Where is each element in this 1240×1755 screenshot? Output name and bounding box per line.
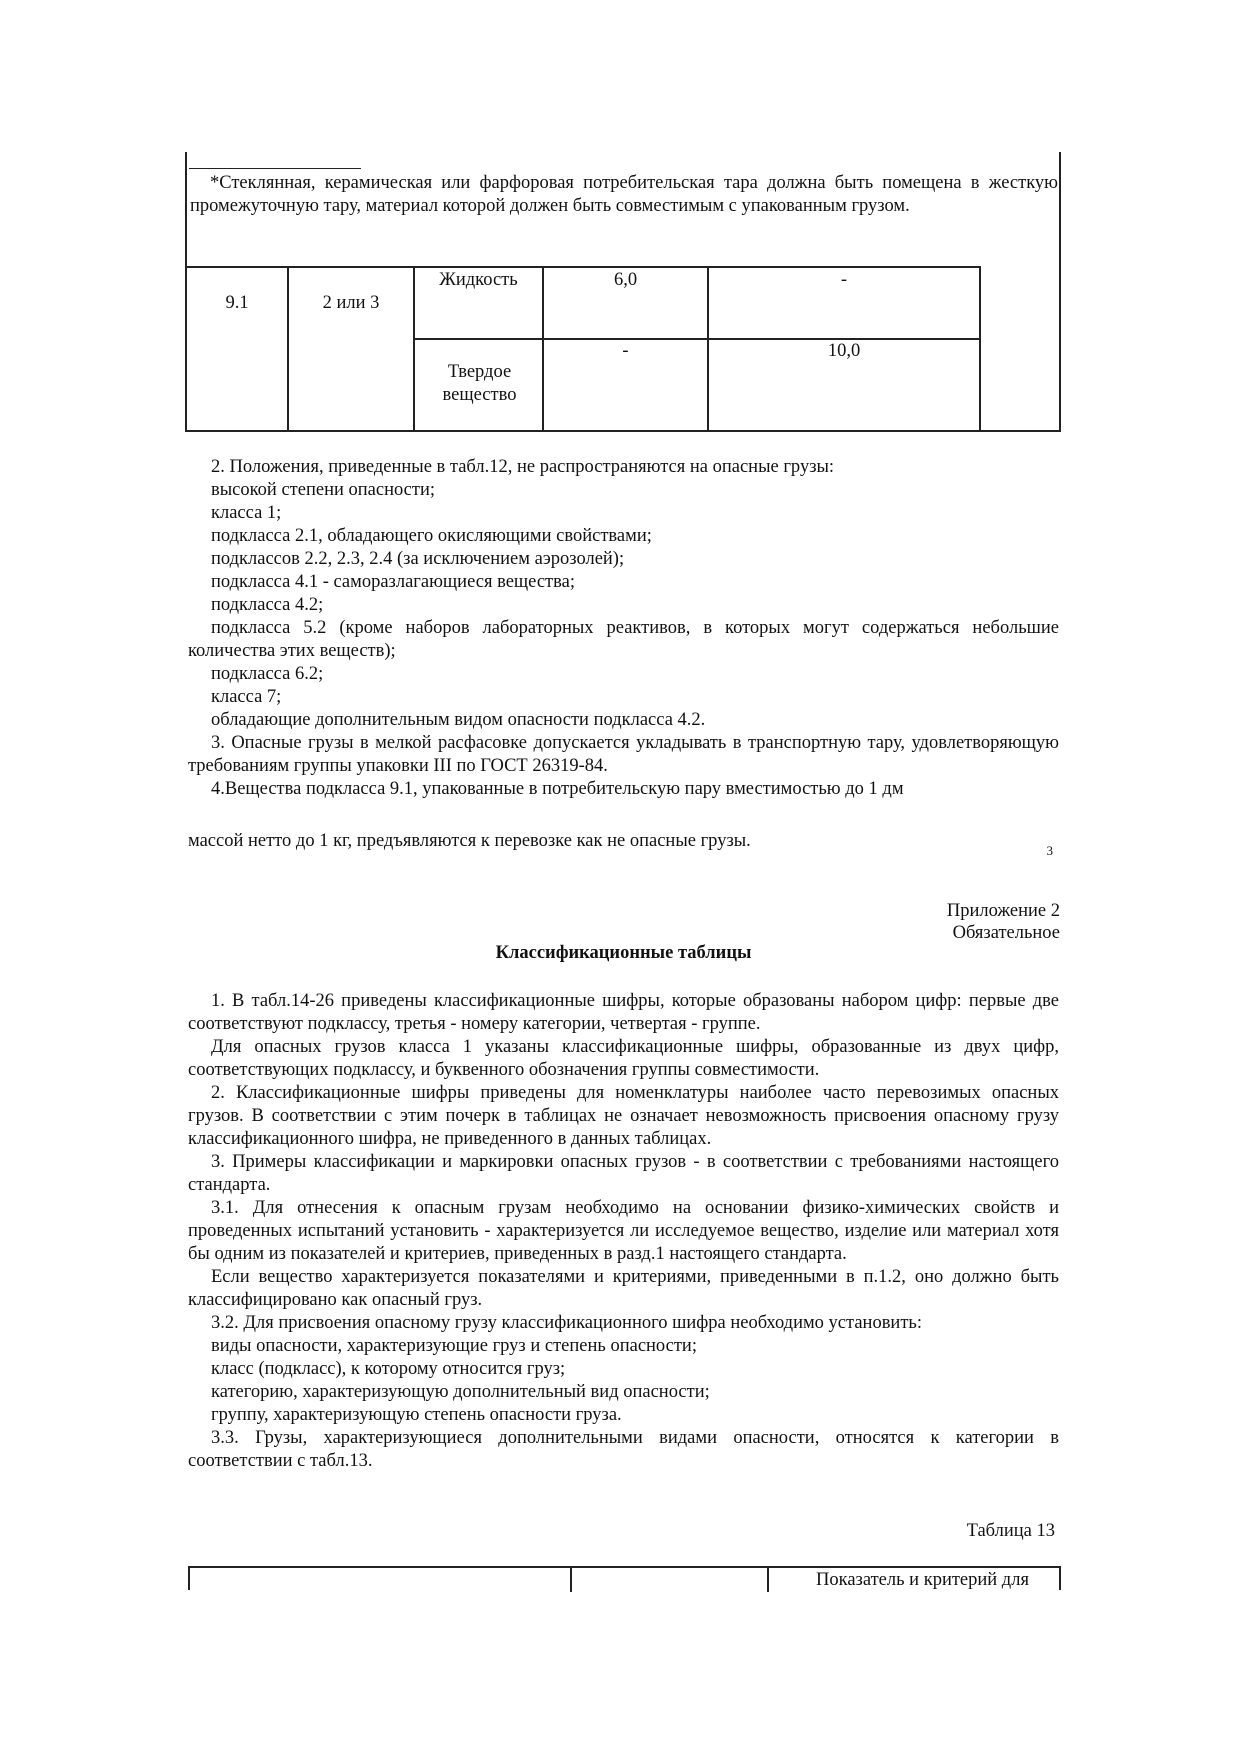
paragraph: категорию, характеризующую дополнительный вид опасности; [211, 1382, 710, 1402]
footnote: *Стеклянная, керамическая или фарфоровая потребительская тара должна быть помещена в жесткую промежуточную тару, материал которой должен быть совместимым с упакованным грузом. [190, 173, 1058, 216]
section-heading: Классификационные таблицы [495, 943, 752, 963]
top-table [185, 152, 1061, 432]
paragraph: 3. Опасные грузы в мелкой расфасовке допускается укладывать в транспортную тару, удовлетворяющую требованиям группы упаковки III по ГОСТ 26319-84. [188, 733, 1059, 776]
class-cell: 9.1 [225, 293, 249, 313]
paragraph: 2. Классификационные шифры приведены для номенклатуры наиболее часто перевозимых опасных грузов. В соответствии с этим почерк в таблицах не означает невозможность присвоения опасному грузу классификационного шифра, не приведенного в данных таблицах. [188, 1083, 1059, 1149]
value-cell: - [840, 270, 848, 290]
appendix-number: Приложение 2 [946, 901, 1060, 921]
paragraph: подкласса 2.1, обладающего окисляющими свойствами; [211, 526, 652, 546]
paragraph: 1. В табл.14-26 приведены классификационные шифры, которые образованы набором цифр: первые две соответствуют подклассу, третья - номеру категории, четвертая - группе. [188, 991, 1059, 1034]
paragraph: 2. Положения, приведенные в табл.12, не распространяются на опасные грузы: [211, 457, 835, 477]
superscript: 3 [1046, 843, 1053, 858]
paragraph: 3. Примеры классификации и маркировки опасных грузов - в соответствии с требованиями настоящего стандарта. [188, 1152, 1059, 1195]
appendix-label [947, 900, 1060, 944]
paragraph: класса 1; [211, 503, 282, 523]
paragraph: подкласса 6.2; [211, 664, 324, 684]
paragraph: 4.Вещества подкласса 9.1, упакованные в потребительскую пару вместимостью до 1 дм [211, 779, 904, 799]
value-cell: 6,0 [613, 270, 638, 290]
paragraph: 3.1. Для отнесения к опасным грузам необходимо на основании физико-химических свойств и проведенных испытаний установить - характеризуется ли исследуемое вещество, изделие или материал хотя бы одним из показателей и критериев, приведенных в разд.1 настоящего стандарта. [188, 1198, 1059, 1264]
paragraph: подкласса 4.1 - саморазлагающиеся вещества; [211, 572, 575, 592]
value-cell: 10,0 [827, 341, 861, 361]
state-cell: Жидкость [439, 270, 518, 290]
footnote-rule [189, 168, 361, 169]
paragraph: класс (подкласс), к которому относится груз; [211, 1359, 566, 1379]
col-divider [767, 1568, 769, 1592]
paragraph: Если вещество характеризуется показателями и критериями, приведенными в п.1.2, оно должно быть классифицировано как опасный груз. [188, 1267, 1059, 1310]
col-divider [413, 268, 415, 430]
paragraph: 3.3. Грузы, характеризующиеся дополнительными видами опасности, относятся к категории в соответствии с табл.13. [188, 1428, 1059, 1471]
paragraph: подкласса 5.2 (кроме наборов лабораторных реактивов, в которых могут содержаться небольшие количества этих веществ); [188, 618, 1059, 661]
table-13-header-cell: Показатель и критерий для [816, 1570, 1029, 1590]
paragraph: класса 7; [211, 687, 282, 707]
paragraph: виды опасности, характеризующие груз и степень опасности; [211, 1336, 697, 1356]
appendix-status: Обязательное [952, 923, 1060, 943]
paragraph: подкласса 4.2; [211, 595, 324, 615]
paragraph: подклассов 2.2, 2.3, 2.4 (за исключением аэрозолей); [211, 549, 625, 569]
inner-table [187, 266, 981, 430]
state-cell: Твердое вещество [442, 362, 517, 405]
section1 [188, 456, 1059, 801]
paragraph: 3.2. Для присвоения опасному грузу классификационного шифра необходимо установить: [211, 1313, 922, 1333]
col-divider [570, 1568, 572, 1592]
value-cell: - [622, 341, 629, 361]
section2 [188, 990, 1059, 1473]
paragraph: высокой степени опасности; [211, 480, 436, 500]
paragraph: группу, характеризующую степень опасности груза. [211, 1405, 622, 1425]
table-13 [188, 1566, 1061, 1590]
paragraph: Для опасных грузов класса 1 указаны классификационные шифры, образованные из двух цифр, соответствующих подклассу, и буквенного обозначения группы совместимости. [188, 1037, 1059, 1080]
table-13-label: Таблица 13 [966, 1521, 1055, 1541]
paragraph: обладающие дополнительным видом опасности подкласса 4.2. [211, 710, 706, 730]
continuation-line: массой нетто до 1 кг, предъявляются к перевозке как не опасные грузы. [188, 831, 751, 851]
group-cell: 2 или 3 [322, 293, 380, 313]
